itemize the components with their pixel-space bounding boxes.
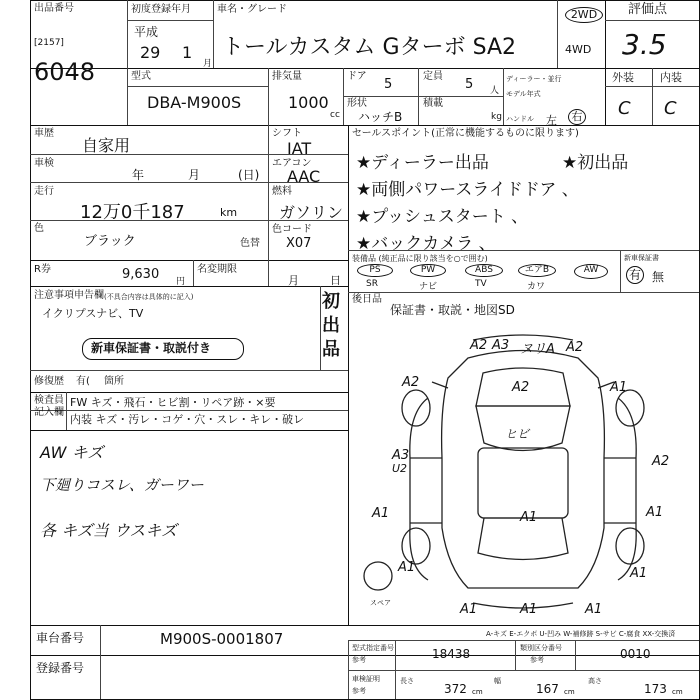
- capacity-unit: 人: [490, 86, 500, 96]
- class-label: 類別区分番号: [520, 644, 562, 652]
- reg-year: 29: [140, 43, 161, 62]
- model-name-label: 車名・グレード: [217, 4, 287, 15]
- equip-navi: ナビ: [419, 282, 438, 292]
- lot-label: 出品番号: [34, 3, 74, 14]
- fuel-label: 燃料: [272, 186, 292, 197]
- ref-label-2: 参考: [530, 656, 544, 664]
- repaint-label: 色替: [240, 238, 260, 249]
- notes-sub: (不具合内容は具体的に記入): [104, 293, 194, 301]
- chassis-value: M900S-0001807: [160, 630, 284, 648]
- dealer-label: ディーラー・並行: [506, 75, 562, 83]
- load-unit: kg: [491, 112, 502, 122]
- aircon-label: エアコン: [272, 158, 312, 169]
- repair-value: 有(: [76, 376, 90, 387]
- sales-points-label: セールスポイント(正常に機能するものに限ります): [352, 128, 579, 139]
- mark-19: A1: [585, 602, 603, 617]
- mark-6: A1: [610, 380, 628, 395]
- warranty-stamp: [82, 338, 244, 360]
- equip-pw: PW: [410, 264, 446, 277]
- recycle-label: R券: [34, 264, 51, 275]
- sales-point-5: ★バックカメラ 、: [356, 234, 496, 254]
- post-items-value: 保証書・取説・地図SD: [390, 303, 515, 317]
- mark-3: ヌリA: [520, 342, 555, 357]
- hand-line-3: 各 キズ当 ウスキズ: [40, 521, 178, 540]
- name-change-day: 日: [330, 274, 341, 287]
- grade-label: 評価点: [628, 2, 668, 17]
- first-listing: 初出品: [322, 291, 340, 360]
- length-label: 長さ: [400, 677, 414, 685]
- type-num-label: 型式指定番号: [352, 644, 394, 652]
- capacity-label: 定員: [423, 71, 443, 82]
- equip-abs: ABS: [465, 264, 503, 277]
- mileage-unit: km: [220, 206, 238, 219]
- drive-4wd: 4WD: [565, 43, 592, 56]
- color-code-value: X07: [286, 236, 312, 251]
- load-label: 積載: [423, 98, 443, 109]
- handle-label: ハンドル: [506, 115, 534, 123]
- fuel-value: ガソリン: [279, 203, 344, 222]
- aircon-value: AAC: [287, 167, 321, 186]
- grade-value: 3.5: [622, 28, 667, 61]
- repair-unit: 箇所: [104, 376, 124, 387]
- displacement-value: 1000: [288, 93, 329, 112]
- ref-label-3: 参考: [352, 687, 366, 695]
- mark-15: A1: [398, 560, 416, 575]
- legend: A-キズ E-エクボ U-凹み W-補修跡 S-サビ C-腐食 XX-交換済: [486, 630, 676, 638]
- height-label: 高さ: [588, 677, 602, 685]
- sales-point-4: ★プッシュスタート 、: [356, 207, 529, 227]
- type-label: 型式: [131, 71, 151, 82]
- mark-9: A3: [392, 448, 410, 463]
- displacement-label: 排気量: [272, 71, 302, 82]
- displacement-unit: cc: [330, 110, 340, 120]
- hand-line-1: AW キズ: [40, 443, 104, 462]
- mark-18: A1: [520, 602, 538, 617]
- mark-12: A1: [372, 506, 390, 521]
- reg-month: 1: [182, 43, 193, 62]
- repair-label: 修復歴: [34, 376, 64, 387]
- mileage-value: 12万0千187: [80, 202, 185, 223]
- width-label: 幅: [494, 677, 501, 685]
- model-name: トールカスタム Gターボ SA2: [222, 35, 517, 60]
- shift-value: IAT: [287, 139, 312, 158]
- color-code-label: 色コード: [272, 224, 312, 235]
- inspection-year: 年: [132, 168, 145, 182]
- width-value: 167: [536, 682, 559, 696]
- mark-16: A1: [630, 566, 648, 581]
- inspector-row1: FW キズ・飛石・ヒビ割・リペア跡・×要: [70, 396, 276, 409]
- history-value: 自家用: [82, 136, 131, 155]
- warranty-stamp-text: 新車保証書・取説付き: [91, 341, 212, 355]
- warranty-yes: 有: [626, 266, 644, 284]
- class-value: 0010: [620, 647, 651, 661]
- cert-label: 車検証明: [352, 675, 380, 683]
- equip-aw: AW: [574, 264, 608, 279]
- model-year-label: モデル年式: [506, 90, 541, 98]
- height-value: 173: [644, 682, 667, 696]
- doors-label: ドア: [347, 71, 367, 82]
- era: 平成: [134, 25, 159, 39]
- lot-number: 6048: [34, 58, 96, 86]
- mark-5: A2: [402, 375, 420, 390]
- mark-14: A1: [520, 510, 538, 525]
- mark-11: A2: [652, 454, 670, 469]
- equip-sr: SR: [366, 279, 378, 289]
- notes-label: 注意事項申告欄: [34, 290, 104, 301]
- notes-value: イクリプスナビ、TV: [42, 307, 144, 320]
- hand-line-2: 下廻りコスレ、ガーワー: [40, 476, 204, 494]
- exterior-value: C: [618, 98, 631, 119]
- height-unit: cm: [672, 688, 683, 696]
- sales-point-1: ★ディーラー出品: [356, 153, 489, 173]
- chassis-label: 車台番号: [36, 631, 85, 645]
- inspector-label: 検査員記入欄: [34, 395, 64, 418]
- handle-right: 右: [568, 109, 586, 125]
- length-value: 372: [444, 682, 467, 696]
- equip-leather: カワ: [527, 282, 546, 292]
- mark-1: A2: [470, 338, 488, 353]
- equip-airbag: エアB: [518, 264, 556, 277]
- length-unit: cm: [472, 688, 483, 696]
- body-value: ハッチB: [358, 110, 403, 124]
- inspector-row2: 内装 キズ・汚レ・コゲ・穴・スレ・キレ・破レ: [70, 413, 305, 426]
- history-label: 車歴: [34, 128, 54, 139]
- interior-label: 内装: [660, 71, 682, 84]
- warranty-no: 無: [652, 270, 665, 284]
- equipment-label: 装備品 (純正品に限り該当を○で囲む): [352, 254, 488, 263]
- mileage-label: 走行: [34, 186, 54, 197]
- spare-label: スペア: [370, 599, 391, 607]
- equip-ps: PS: [357, 264, 393, 277]
- recycle-value: 9,630: [122, 267, 160, 282]
- mark-2: A3: [492, 338, 510, 353]
- color-value: ブラック: [84, 234, 136, 249]
- mark-7: ヒビ: [505, 427, 530, 441]
- mark-10: U2: [392, 462, 408, 475]
- handle-left: 左: [546, 114, 557, 127]
- sales-point-2: ★初出品: [562, 153, 629, 173]
- width-unit: cm: [564, 688, 575, 696]
- mark-17: A1: [460, 602, 478, 617]
- ref-label-1: 参考: [352, 656, 366, 664]
- mark-13: A1: [646, 505, 664, 520]
- equip-tv: TV: [475, 279, 487, 289]
- exterior-label: 外装: [612, 71, 634, 84]
- type-num-value: 18438: [432, 647, 471, 661]
- lot-sub: [2157]: [34, 38, 64, 48]
- color-label: 色: [34, 223, 44, 234]
- mark-8: A2: [512, 380, 530, 395]
- inspection-day: (日): [238, 168, 260, 182]
- drive-2wd: 2WD: [565, 7, 603, 23]
- capacity-value: 5: [465, 77, 474, 92]
- name-change-month: 月: [288, 274, 299, 287]
- type-value: DBA-M900S: [147, 93, 242, 112]
- warranty-label: 新車保証書: [624, 254, 659, 262]
- first-reg-label: 初度登録年月: [131, 4, 191, 15]
- body-label: 形状: [347, 98, 367, 109]
- name-change-label: 名変期限: [197, 264, 237, 275]
- post-items-label: 後日品: [352, 294, 382, 305]
- inspection-month: 月: [188, 168, 201, 182]
- sales-point-3: ★両側パワースライドドア 、: [356, 180, 579, 200]
- mark-4: A2: [566, 340, 584, 355]
- reg-month-unit: 月: [203, 59, 213, 69]
- shift-label: シフト: [272, 128, 302, 139]
- recycle-unit: 円: [176, 277, 186, 287]
- reg-label: 登録番号: [36, 661, 85, 675]
- doors-value: 5: [384, 77, 393, 92]
- interior-value: C: [664, 98, 677, 119]
- inspection-label: 車検: [34, 158, 54, 169]
